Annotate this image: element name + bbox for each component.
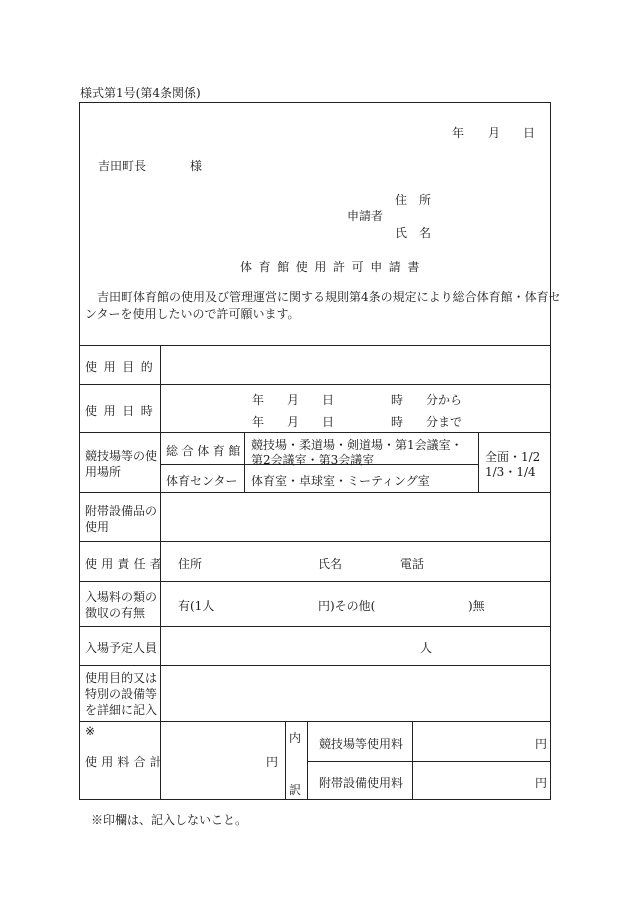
admission-yes: 有(1人 (178, 599, 215, 613)
fee-total-unit: 円 (266, 755, 279, 769)
fee-total-label: 使用料合計 (85, 755, 167, 769)
responsible-phone: 電話 (400, 557, 425, 571)
responsible-address: 住所 (178, 557, 203, 571)
datetime-label: 使用日時 (85, 404, 160, 418)
details-field[interactable] (163, 667, 549, 720)
date-year: 年 (452, 126, 465, 140)
divider (478, 432, 479, 492)
details-label-line3: を詳細に記入 (85, 703, 158, 717)
details-label-line2: 特別の設備等 (85, 687, 158, 701)
date-month: 月 (488, 126, 501, 140)
to-year: 年 (252, 415, 265, 429)
to-day: 日 (322, 415, 335, 429)
applicant-address-label: 住 所 (395, 193, 432, 207)
breakdown-top: 内 (289, 731, 302, 745)
divider (307, 721, 308, 800)
venue-fee-label: 競技場等使用料 (319, 737, 404, 751)
official-use-mark: ※ (85, 724, 96, 738)
venue-fee-unit: 円 (535, 737, 548, 751)
to-hour: 時 (391, 415, 404, 429)
divider (79, 432, 551, 433)
date-day: 日 (523, 126, 536, 140)
purpose-field[interactable] (163, 347, 549, 383)
admission-other: 円)その他( (318, 599, 376, 613)
admission-label-line2: 徴収の有無 (85, 606, 146, 620)
area-options-line2: 1/3・1/4 (485, 465, 536, 479)
from-minute: 分から (426, 393, 463, 407)
divider (285, 721, 286, 800)
equipment-field[interactable] (163, 494, 549, 540)
admission-label-line1: 入場料の類の (85, 590, 158, 604)
purpose-label: 使用目的 (85, 360, 160, 374)
equipment-label-line2: 使用 (85, 520, 110, 534)
divider (79, 626, 551, 627)
from-day: 日 (322, 393, 335, 407)
form-title: 体育館使用許可申請書 (240, 260, 427, 274)
breakdown-bottom: 訳 (289, 783, 302, 797)
divider (79, 541, 551, 542)
divider (79, 384, 551, 385)
details-label-line1: 使用目的又は (85, 671, 158, 685)
intro-line-2: ンターを使用したいので許可願います。 (85, 307, 300, 321)
applicant-label: 申請者 (347, 209, 384, 223)
applicant-name-label: 氏 名 (395, 226, 432, 240)
gym1-rooms-line2: 第2会議室・第3会議室 (251, 453, 375, 467)
divider (79, 665, 551, 666)
addressee-honorific: 様 (190, 159, 203, 173)
responsible-label: 使用責任者 (85, 557, 167, 571)
gym1-rooms-line1: 競技場・柔道場・剣道場・第1会議室・ (251, 438, 463, 452)
venue-label-line1: 競技場等の使 (85, 449, 158, 463)
gym2-name: 体育センター (166, 474, 238, 488)
expected-label: 入場予定人員 (85, 641, 158, 655)
divider (79, 492, 551, 493)
label-column-line (160, 345, 161, 800)
divider (307, 761, 551, 762)
expected-unit: 人 (420, 641, 433, 655)
footnote: ※印欄は、記入しないこと。 (91, 813, 248, 827)
divider (412, 721, 413, 800)
to-month: 月 (287, 415, 300, 429)
from-hour: 時 (391, 393, 404, 407)
from-year: 年 (252, 393, 265, 407)
venue-label-line2: 用場所 (85, 465, 122, 479)
to-minute: 分まで (426, 415, 463, 429)
divider (79, 581, 551, 582)
intro-line-1: 吉田町体育館の使用及び管理運営に関する規則第4条の規定により総合体育館・体育セ (97, 290, 561, 304)
equipment-fee-label: 附帯設備使用料 (319, 776, 404, 790)
equipment-fee-unit: 円 (535, 776, 548, 790)
gym1-name: 総合体育館 (166, 444, 245, 458)
divider (244, 432, 245, 492)
divider (79, 721, 551, 722)
addressee-name: 吉田町長 (98, 159, 147, 173)
responsible-name: 氏名 (318, 557, 343, 571)
divider (79, 345, 551, 346)
from-month: 月 (287, 393, 300, 407)
area-options-line1: 全面・1/2 (485, 450, 541, 464)
form-code: 様式第1号(第4条関係) (80, 86, 201, 100)
equipment-label-line1: 附帯設備品の (85, 504, 158, 518)
admission-none: )無 (468, 599, 485, 613)
gym2-rooms: 体育室・卓球室・ミーティング室 (251, 474, 430, 488)
